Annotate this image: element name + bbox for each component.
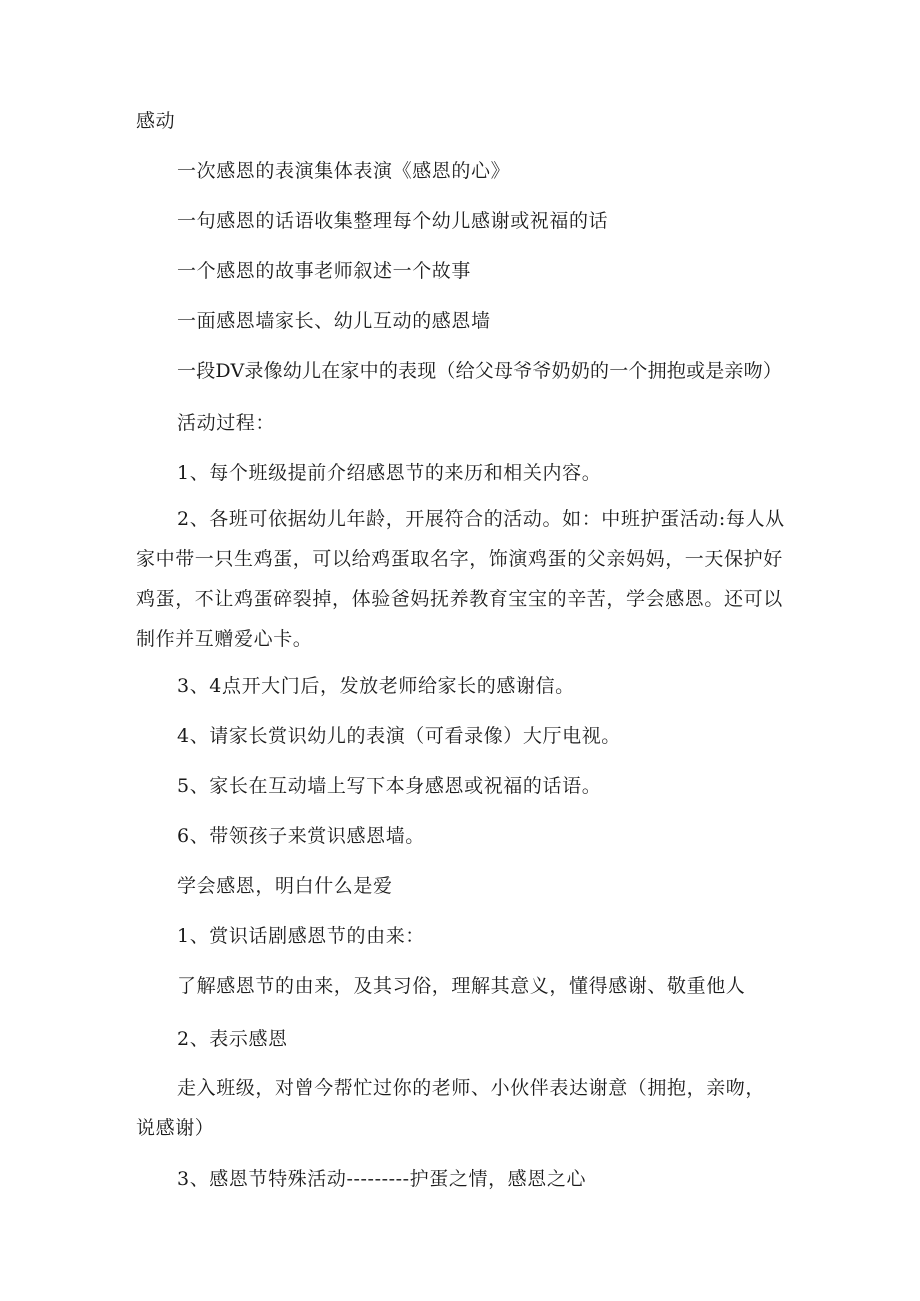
list-item: 2、各班可依据幼儿年龄，开展符合的活动。如：中班护蛋活动:每人从家中带一只生鸡蛋，可以给鸡蛋取名字，饰演鸡蛋的父亲妈妈，一天保护好鸡蛋，不让鸡蛋碎裂掉，体验爸妈抚养教育宝宝的辛苦，学会感恩。还可以制作并互赠爱心卡。	[136, 508, 785, 650]
list-item: 2、表示感恩	[177, 1028, 288, 1050]
list-item: 6、带领孩子来赏识感恩墙。	[177, 825, 425, 847]
list-item: 3、4点开大门后，发放老师给家长的感谢信。	[177, 675, 575, 697]
list-item: 4、请家长赏识幼儿的表演（可看录像）大厅电视。	[177, 725, 621, 747]
list-item: 1、赏识话剧感恩节的由来：	[177, 925, 425, 947]
list-item: 5、家长在互动墙上写下本身感恩或祝福的话语。	[177, 775, 602, 797]
paragraph: 一句感恩的话语收集整理每个幼儿感谢或祝福的话	[177, 210, 609, 232]
paragraph-heading: 活动过程：	[177, 412, 276, 434]
paragraph: 一面感恩墙家长、幼儿互动的感恩墙	[177, 310, 491, 332]
list-item: 1、每个班级提前介绍感恩节的来历和相关内容。	[177, 462, 602, 484]
list-item: 3、感恩节特殊活动---------护蛋之情，感恩之心	[177, 1168, 587, 1190]
paragraph: 一次感恩的表演集体表演《感恩的心》	[177, 160, 511, 182]
paragraph-heading: 感动	[136, 110, 176, 132]
paragraph: 一个感恩的故事老师叙述一个故事	[177, 260, 472, 282]
paragraph: 一段DV录像幼儿在家中的表现（给父母爷爷奶奶的一个拥抱或是亲吻）	[177, 360, 783, 382]
paragraph-heading: 学会感恩，明白什么是爱	[177, 875, 393, 897]
paragraph: 走入班级，对曾今帮忙过你的老师、小伙伴表达谢意（拥抱，亲吻，说感谢）	[136, 1077, 766, 1139]
paragraph: 了解感恩节的由来，及其习俗，理解其意义，懂得感谢、敬重他人	[177, 975, 746, 997]
